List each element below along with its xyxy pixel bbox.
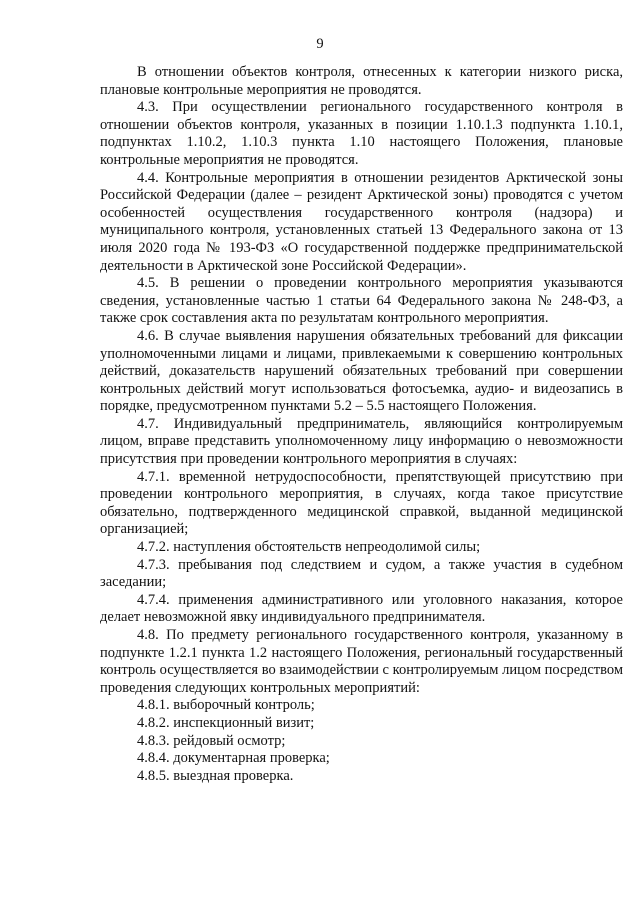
paragraph-4-7-1: 4.7.1. временной нетрудоспособности, препятствующей присутствию при проведении контрольного мероприятия, в случаях, когда такое присутствие обязательно, подтвержденного медицинской справкой, выданной медицинской организацией; [100, 468, 623, 538]
paragraph-4-7-4: 4.7.4. применения административного или уголовного наказания, которое делает невозможной явку индивидуального предпринимателя. [100, 591, 623, 626]
paragraph-4-8-5: 4.8.5. выездная проверка. [137, 767, 294, 784]
paragraph-4-5: 4.5. В решении о проведении контрольного мероприятия указываются сведения, установленные частью 1 статьи 64 Федерального закона № 248-ФЗ, а также срок составления акта по результатам контрольного мероприятия. [100, 275, 623, 327]
paragraph-4-8: 4.8. По предмету регионального государственного контроля, указанному в подпункте 1.2.1 пункта 1.2 настоящего Положения, региональный государственный контроль осуществляется во взаимодействии с контролируемым лицом посредством проведения следующих контрольных мероприятий: [100, 627, 623, 696]
paragraph-4-7-2: 4.7.2. наступления обстоятельств непреодолимой силы; [137, 539, 481, 556]
paragraph-4-3: 4.3. При осуществлении регионального государственного контроля в отношении объектов контроля, указанных в позиции 1.10.1.3 подпункта 1.10.1, подпунктах 1.10.2, 1.10.3 пункта 1.10 настоящего Положения, плановые контрольные мероприятия не проводятся. [100, 99, 623, 168]
page-number: 9 [316, 36, 324, 52]
paragraph-4-8-1: 4.8.1. выборочный контроль; [137, 697, 315, 714]
paragraph-4-6: 4.6. В случае выявления нарушения обязательных требований для фиксации уполномоченными лицами и лицами, привлекаемыми к совершению контрольных действий, доказательств нарушений обязательных требований при совершении контрольных действий могут использоваться фотосъемка, аудио- и видеозапись в порядке, предусмотренном пунктами 5.2 – 5.5 настоящего Положения. [100, 327, 623, 415]
paragraph-4-7: 4.7. Индивидуальный предприниматель, являющийся контролируемым лицом, вправе представить уполномоченному лицу информацию о невозможности присутствия при проведении контрольного мероприятия в случаях: [100, 415, 623, 468]
paragraph-4-8-4: 4.8.4. документарная проверка; [137, 750, 330, 767]
paragraph-4-7-3: 4.7.3. пребывания под следствием и судом, а также участия в судебном заседании; [100, 556, 623, 591]
paragraph-4-8-3: 4.8.3. рейдовый осмотр; [137, 732, 286, 749]
paragraph-low-risk: В отношении объектов контроля, отнесенных к категории низкого риска, плановые контрольные мероприятия не проводятся. [100, 64, 623, 98]
paragraph-4-4: 4.4. Контрольные мероприятия в отношении резидентов Арктической зоны Российской Федерации (далее – резидент Арктической зоны) проводятся с учетом особенностей осуществления государственного контроля (надзора) и муниципального контроля, установленных статьей 13 Федерального закона от 13 июля 2020 года № 193-ФЗ «О государственной поддержке предпринимательской деятельности в Арктической зоне Российской Федерации». [100, 169, 623, 274]
document-body [100, 64, 623, 785]
paragraph-4-8-2: 4.8.2. инспекционный визит; [137, 714, 315, 731]
